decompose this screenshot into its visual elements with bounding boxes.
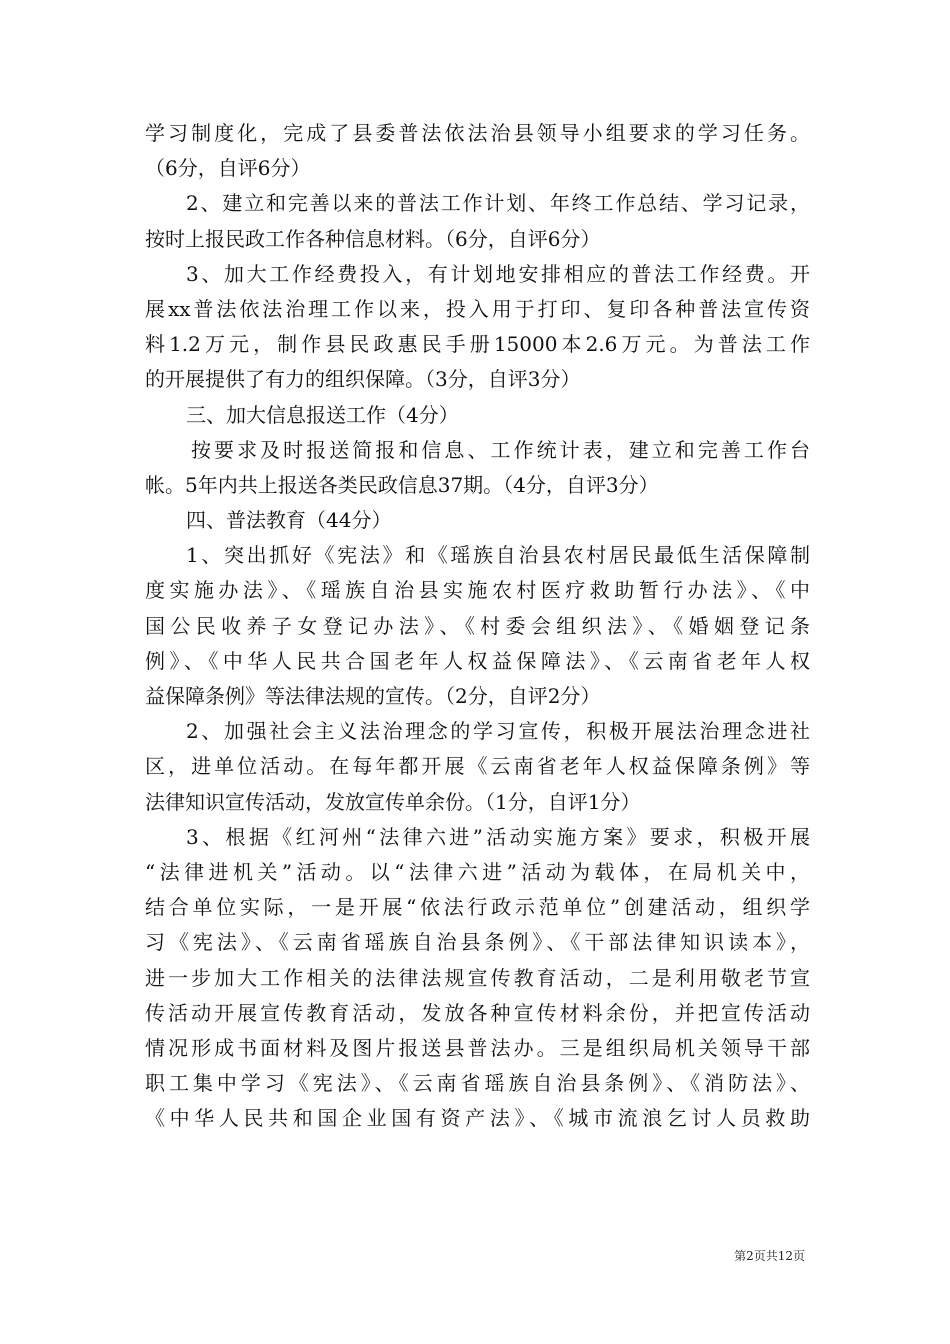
text-line: 结合单位实际，一是开展“依法行政示范单位”创建活动，组织学: [145, 895, 810, 920]
text-line: （6分，自评6分）: [145, 156, 311, 181]
text-line: 区，进单位活动。在每年都开展《云南省老年人权益保障条例》等: [145, 754, 810, 779]
text-line: 益保障条例》等法律法规的宣传。（2分，自评2分）: [145, 684, 601, 708]
text-line: 《中华人民共和国企业国有资产法》、《城市流浪乞讨人员救助: [145, 1106, 810, 1131]
text-line: 展xx普法依法治理工作以来，投入用于打印、复印各种普法宣传资: [145, 296, 810, 321]
text-line: 国公民收养子女登记办法》、《村委会组织法》、《婚姻登记条: [145, 613, 810, 638]
text-line: 学习制度化，完成了县委普法依法治县领导小组要求的学习任务。: [145, 121, 810, 145]
text-line: 1、突出抓好《宪法》和《瑶族自治县农村居民最低生活保障制: [186, 543, 810, 568]
text-line: 职工集中学习《宪法》、《云南省瑶族自治县条例》、《消防法》、: [145, 1071, 810, 1096]
page-number: 第2页共12页: [734, 1249, 805, 1263]
text-line: 料1.2万元，制作县民政惠民手册15000本2.6万元。为普法工作: [145, 332, 810, 357]
text-line: 传活动开展宣传教育活动，发放各种宣传材料余份，并把宣传活动: [145, 1000, 810, 1025]
text-line: 2、建立和完善以来的普法工作计划、年终工作总结、学习记录，: [186, 191, 810, 216]
section-heading: 四、普法教育（44分）: [186, 508, 392, 533]
text-line: 的开展提供了有力的组织保障。（3分，自评3分）: [145, 367, 581, 392]
text-line: 习《宪法》、《云南省瑶族自治县条例》、《干部法律知识读本》，: [145, 930, 810, 955]
text-line: 法律知识宣传活动，发放宣传单余份。（1分，自评1分）: [145, 789, 641, 814]
text-line: 例》、《中华人民共合国老年人权益保障法》、《云南省老年人权: [145, 648, 810, 673]
text-line: “法律进机关”活动。以“法律六进”活动为载体，在局机关中，: [145, 859, 810, 884]
text-line: 按要求及时报送简报和信息、工作统计表，建立和完善工作台: [191, 437, 810, 462]
text-line: 3、根据《红河州“法律六进”活动实施方案》要求，积极开展: [186, 824, 810, 849]
section-heading: 三、加大信息报送工作（4分）: [186, 402, 459, 427]
text-line: 3、加大工作经费投入，有计划地安排相应的普法工作经费。开: [186, 261, 810, 286]
text-line: 情况形成书面材料及图片报送县普法办。三是组织局机关领导干部: [145, 1035, 810, 1060]
text-line: 帐。5年内共上报送各类民政信息37期。（4分，自评3分）: [145, 472, 659, 497]
document-body: [145, 116, 810, 1136]
text-line: 进一步加大工作相关的法律法规宣传教育活动，二是利用敬老节宣: [145, 965, 810, 990]
text-line: 度实施办法》、《瑶族自治县实施农村医疗救助暂行办法》、《中: [145, 578, 810, 603]
text-line: 2、加强社会主义法治理念的学习宣传，积极开展法治理念进社: [186, 719, 810, 744]
text-line: 按时上报民政工作各种信息材料。（6分，自评6分）: [145, 226, 601, 251]
